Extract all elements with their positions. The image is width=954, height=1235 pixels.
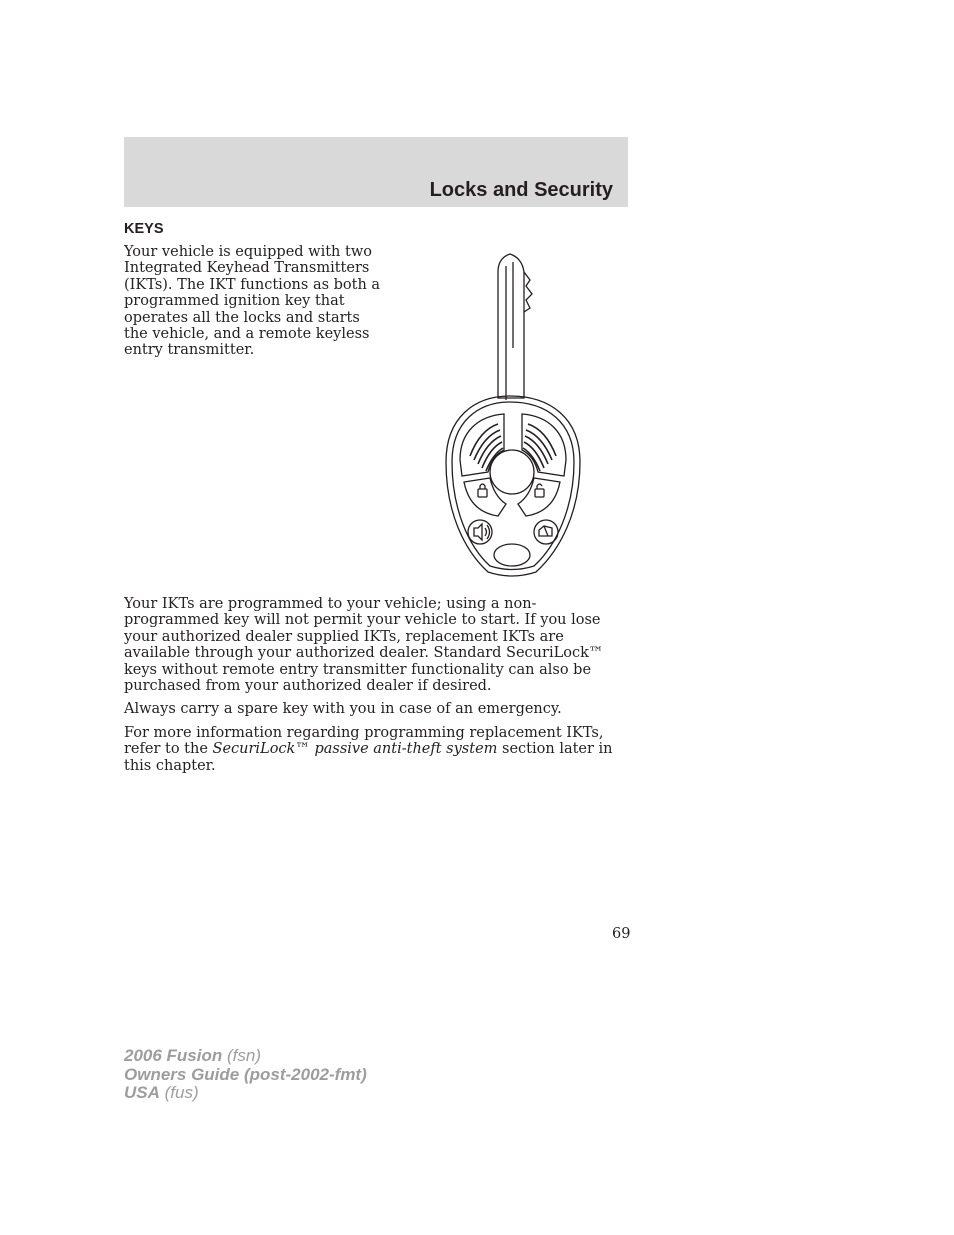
section-heading: KEYS — [124, 221, 164, 237]
paragraph-3-text-b: section later in this chapter. — [124, 741, 613, 774]
footer-market: USA — [124, 1083, 160, 1102]
footer-line-1 — [124, 1047, 367, 1066]
trademark-symbol-2: ™ — [295, 741, 310, 758]
trunk-icon — [539, 526, 552, 536]
securilock-reference: SecuriLock — [212, 741, 296, 758]
bottom-button — [494, 544, 530, 566]
footer-market-code: (fus) — [159, 1083, 199, 1102]
key-head-outer — [446, 396, 580, 576]
key-blade — [498, 254, 524, 398]
panic-button — [468, 520, 492, 544]
trademark-symbol: ™ — [588, 645, 604, 662]
footer-guide: Owners Guide (post-2002-fmt) — [124, 1064, 367, 1084]
footer-model: 2006 Fusion — [124, 1046, 223, 1065]
intro-paragraph: Your vehicle is equipped with two Integrated Keyhead Transmitters (IKTs). The IKT functions as both a programmed ignition key that operates all the locks and starts the vehicle, and a remote keyless entry transmitter. — [124, 244, 381, 359]
paragraph-1-text-b: keys without remote entry transmitter functionality can also be purchased from your authorized dealer if desired. — [124, 661, 592, 695]
paragraph-1 — [124, 596, 630, 694]
key-blade-teeth — [524, 272, 532, 312]
paragraph-3-text-a: For more information regarding programming replacement IKTs, refer to the — [124, 724, 604, 758]
section-header-band — [124, 137, 628, 207]
paragraph-2: Always carry a spare key with you in case of an emergency. — [124, 701, 562, 718]
horn-icon — [474, 524, 490, 540]
center-button — [490, 450, 534, 494]
page-number: 69 — [612, 926, 631, 942]
lock-icon — [478, 484, 487, 497]
main-text — [124, 596, 630, 781]
footer-line-2 — [124, 1066, 367, 1085]
key-transmitter-illustration — [440, 250, 585, 580]
document-footer — [124, 1047, 367, 1103]
anti-theft-reference: passive anti-theft system — [309, 741, 498, 758]
footer-line-3 — [124, 1084, 367, 1103]
footer-model-code: (fsn) — [222, 1046, 261, 1065]
paragraph-1-text-a: Your IKTs are programmed to your vehicle; using a non-programmed key will not permit your vehicle to start. If you lose your authorized dealer supplied IKTs, replacement IKTs are available through your authorized dealer. Standard SecuriLock — [124, 596, 601, 662]
chapter-title: Locks and Security — [429, 179, 613, 201]
paragraph-3 — [124, 725, 630, 774]
unlock-icon — [535, 484, 544, 497]
